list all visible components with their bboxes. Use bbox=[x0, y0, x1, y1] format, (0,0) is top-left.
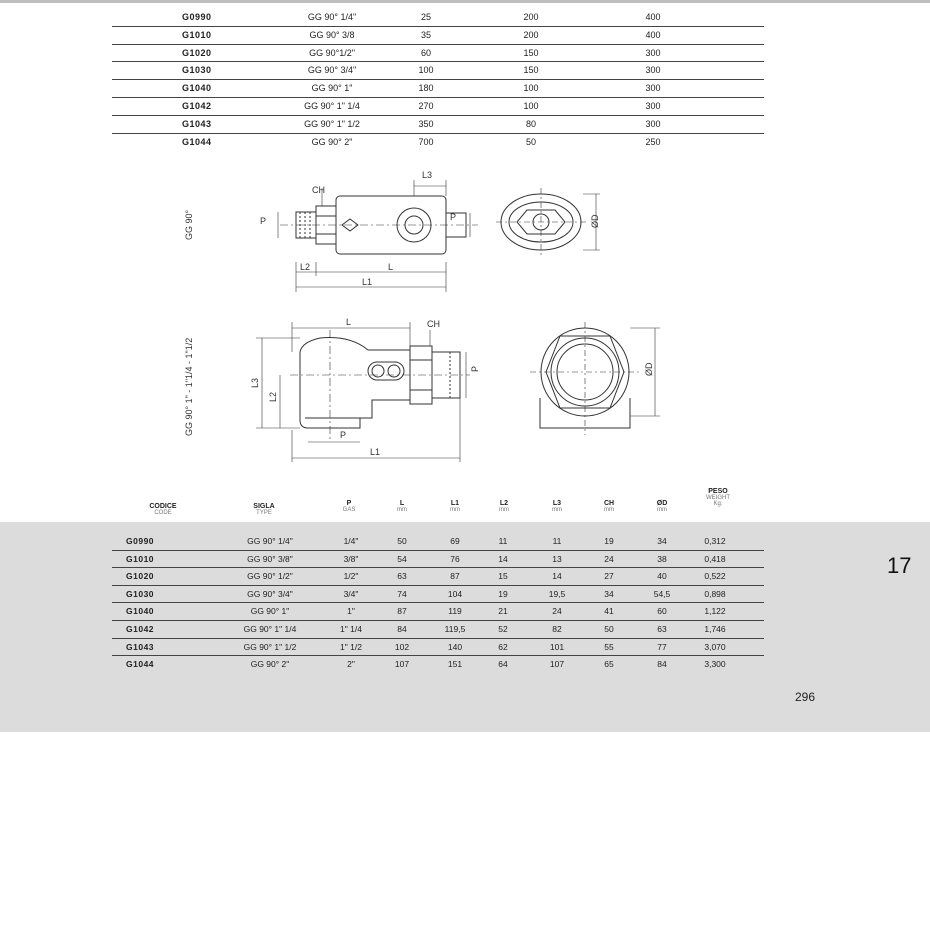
l3-cell: 101 bbox=[549, 641, 565, 652]
dim-p: P bbox=[340, 430, 347, 440]
code-cell: G1020 bbox=[126, 571, 155, 582]
ch-cell: 19 bbox=[604, 536, 614, 546]
dim-od: ØD bbox=[590, 214, 600, 228]
header-sigla bbox=[242, 503, 286, 516]
dim-ch: CH bbox=[427, 319, 440, 329]
weight-cell: 0,312 bbox=[704, 536, 726, 546]
l1-cell: 119 bbox=[448, 606, 462, 617]
l3-cell: 24 bbox=[552, 606, 562, 617]
l1-cell: 119,5 bbox=[444, 623, 466, 634]
l1-cell: 69 bbox=[450, 536, 460, 546]
table-row bbox=[112, 568, 764, 586]
value-cell: 700 bbox=[418, 136, 434, 147]
dim-l2: L2 bbox=[268, 391, 278, 402]
value-cell: 60 bbox=[420, 47, 431, 58]
type-cell: GG 90° 1/4" bbox=[247, 536, 293, 546]
p-cell: 2" bbox=[347, 659, 355, 670]
header-sub: Kg. bbox=[713, 501, 723, 507]
bottom-table-header bbox=[112, 487, 764, 521]
value-cell: 270 bbox=[418, 100, 434, 111]
weight-cell: 1,122 bbox=[704, 606, 726, 617]
page-number: 296 bbox=[795, 690, 816, 704]
p-cell: 1" 1/4 bbox=[340, 623, 362, 634]
l3-cell: 13 bbox=[552, 553, 562, 564]
table-row bbox=[112, 551, 764, 569]
code-cell: G1030 bbox=[126, 588, 155, 599]
p-cell: 1/4" bbox=[343, 536, 359, 546]
header-od bbox=[650, 500, 674, 513]
ch-cell: 34 bbox=[604, 588, 614, 599]
drawing2-front-view bbox=[530, 322, 660, 435]
header-label: L bbox=[399, 500, 405, 507]
ch-cell: 24 bbox=[604, 553, 614, 564]
header-label: L2 bbox=[499, 500, 509, 507]
code-cell: G0990 bbox=[126, 536, 155, 546]
value-cell: 180 bbox=[418, 83, 434, 94]
drawing2-side-view bbox=[256, 322, 470, 462]
value-cell: 150 bbox=[523, 65, 539, 76]
header-label: SIGLA bbox=[253, 503, 275, 510]
p-cell: 3/4" bbox=[343, 588, 359, 599]
l2-cell: 62 bbox=[498, 641, 508, 652]
od-cell: 34 bbox=[657, 536, 667, 546]
code-cell: G1040 bbox=[182, 83, 212, 94]
dim-l: L bbox=[346, 317, 352, 327]
table-row bbox=[112, 603, 764, 621]
table-row bbox=[112, 586, 764, 604]
value-cell: 100 bbox=[418, 65, 434, 76]
p-cell: 1/2" bbox=[343, 571, 359, 582]
ch-cell: 41 bbox=[604, 606, 614, 617]
type-cell: GG 90° 1" 1/4 bbox=[304, 100, 360, 111]
od-cell: 84 bbox=[657, 659, 667, 670]
value-cell: 300 bbox=[645, 65, 661, 76]
bottom-table bbox=[112, 533, 764, 673]
header-sub: mm bbox=[604, 507, 614, 513]
type-cell: GG 90°1/2" bbox=[309, 47, 355, 58]
l2-cell: 15 bbox=[498, 571, 508, 582]
code-cell: G1043 bbox=[126, 641, 155, 652]
l2-cell: 21 bbox=[498, 606, 508, 617]
value-cell: 350 bbox=[418, 118, 434, 129]
weight-cell: 0,898 bbox=[704, 588, 726, 599]
type-cell: GG 90° 1" 1/2 bbox=[304, 118, 360, 129]
od-cell: 40 bbox=[657, 571, 667, 582]
dim-od: ØD bbox=[644, 362, 654, 376]
dim-l1: L1 bbox=[370, 447, 381, 457]
code-cell: G1020 bbox=[182, 47, 212, 58]
drawing1-front-view bbox=[496, 188, 600, 256]
l-cell: 107 bbox=[394, 659, 410, 670]
value-cell: 400 bbox=[645, 29, 661, 40]
ch-cell: 65 bbox=[604, 659, 614, 670]
code-cell: G1044 bbox=[182, 136, 212, 147]
l-cell: 87 bbox=[397, 606, 407, 617]
header-l3 bbox=[545, 500, 569, 513]
value-cell: 200 bbox=[523, 29, 539, 40]
weight-cell: 3,300 bbox=[704, 659, 726, 670]
code-cell: G1042 bbox=[126, 623, 155, 634]
value-cell: 300 bbox=[645, 83, 661, 94]
header-sub: mm bbox=[499, 507, 509, 513]
dim-p: P bbox=[260, 216, 267, 226]
ch-cell: 50 bbox=[604, 623, 614, 634]
value-cell: 80 bbox=[525, 118, 536, 129]
l3-cell: 14 bbox=[552, 571, 562, 582]
dim-ch: CH bbox=[312, 185, 325, 195]
code-cell: G1010 bbox=[182, 29, 212, 40]
header-label: CODICE bbox=[149, 503, 177, 510]
type-cell: GG 90° 3/8" bbox=[247, 553, 293, 564]
l3-cell: 11 bbox=[552, 536, 562, 546]
type-cell: GG 90° 1/2" bbox=[247, 571, 293, 582]
header-label: ØD bbox=[656, 500, 668, 507]
table-row bbox=[112, 533, 764, 551]
header-label: P bbox=[346, 500, 352, 507]
header-sub: mm bbox=[552, 507, 562, 513]
l1-cell: 151 bbox=[447, 659, 463, 670]
header-l1 bbox=[443, 500, 467, 513]
table-row bbox=[112, 656, 764, 673]
l2-cell: 19 bbox=[498, 588, 508, 599]
value-cell: 200 bbox=[523, 12, 539, 22]
value-cell: 100 bbox=[523, 83, 539, 94]
dim-l: L bbox=[388, 262, 394, 272]
value-cell: 300 bbox=[645, 100, 661, 111]
ch-cell: 55 bbox=[604, 641, 614, 652]
type-cell: GG 90° 1" 1/4 bbox=[243, 623, 297, 634]
weight-cell: 0,418 bbox=[704, 553, 726, 564]
p-cell: 3/8" bbox=[343, 553, 359, 564]
l-cell: 84 bbox=[397, 623, 407, 634]
l1-cell: 87 bbox=[450, 571, 460, 582]
od-cell: 54,5 bbox=[653, 588, 671, 599]
p-cell: 1" 1/2 bbox=[340, 641, 362, 652]
header-sub: mm bbox=[657, 507, 667, 513]
value-cell: 400 bbox=[645, 12, 661, 22]
l2-cell: 11 bbox=[498, 536, 508, 546]
od-cell: 38 bbox=[657, 553, 667, 564]
dim-l2: L2 bbox=[300, 262, 311, 272]
code-cell: G1042 bbox=[182, 100, 212, 111]
type-cell: GG 90° 3/4" bbox=[247, 588, 293, 599]
value-cell: 300 bbox=[645, 118, 661, 129]
type-cell: GG 90° 1" 1/2 bbox=[243, 641, 297, 652]
header-label: CH bbox=[603, 500, 615, 507]
header-sub: GAS bbox=[342, 507, 356, 513]
l-cell: 63 bbox=[397, 571, 407, 582]
code-cell: G1040 bbox=[126, 606, 155, 617]
value-cell: 50 bbox=[525, 136, 536, 147]
header-codice bbox=[138, 503, 188, 516]
type-cell: GG 90° 3/8 bbox=[309, 29, 355, 40]
value-cell: 35 bbox=[420, 29, 431, 40]
header-sub: mm bbox=[397, 507, 407, 513]
l1-cell: 104 bbox=[447, 588, 463, 599]
l2-cell: 14 bbox=[498, 553, 508, 564]
drawing1-side-view bbox=[278, 180, 478, 292]
l-cell: 54 bbox=[397, 553, 407, 564]
l3-cell: 82 bbox=[552, 623, 562, 634]
header-sub: WEIGHT bbox=[706, 495, 730, 501]
header-label: L1 bbox=[450, 500, 460, 507]
type-cell: GG 90° 1" bbox=[311, 83, 353, 94]
header-label: PESO bbox=[708, 488, 728, 495]
od-cell: 77 bbox=[657, 641, 667, 652]
l3-cell: 107 bbox=[549, 659, 565, 670]
code-cell: G0990 bbox=[182, 12, 212, 22]
value-cell: 250 bbox=[645, 136, 661, 147]
weight-cell: 0,522 bbox=[704, 571, 726, 582]
type-cell: GG 90° 1/4" bbox=[307, 12, 357, 22]
l-cell: 74 bbox=[397, 588, 407, 599]
code-cell: G1044 bbox=[126, 659, 155, 670]
type-cell: GG 90° 1" bbox=[250, 606, 290, 617]
type-cell: GG 90° 2" bbox=[250, 659, 290, 670]
dim-p-side: P bbox=[470, 365, 480, 372]
l2-cell: 64 bbox=[498, 659, 508, 670]
code-cell: G1043 bbox=[182, 118, 212, 129]
weight-cell: 3,070 bbox=[704, 641, 726, 652]
dim-l1: L1 bbox=[362, 277, 373, 287]
table-row bbox=[112, 639, 764, 657]
value-cell: 300 bbox=[645, 47, 661, 58]
dim-p2: P bbox=[450, 212, 457, 222]
l-cell: 102 bbox=[394, 641, 410, 652]
p-cell: 1" bbox=[347, 606, 355, 617]
dim-l3: L3 bbox=[422, 170, 433, 180]
od-cell: 63 bbox=[657, 623, 667, 634]
drawing1-label: GG 90° bbox=[184, 209, 194, 240]
value-cell: 100 bbox=[523, 100, 539, 111]
header-sub: CODE bbox=[154, 510, 172, 516]
ch-cell: 27 bbox=[604, 571, 614, 582]
header-label: L3 bbox=[552, 500, 562, 507]
dim-l3: L3 bbox=[250, 377, 260, 388]
header-sub: mm bbox=[450, 507, 460, 513]
od-cell: 60 bbox=[657, 606, 667, 617]
type-cell: GG 90° 3/4" bbox=[307, 65, 357, 76]
value-cell: 150 bbox=[523, 47, 539, 58]
drawing2-label: GG 90° 1" - 1"1/4 - 1"1/2 bbox=[184, 337, 194, 436]
l3-cell: 19,5 bbox=[548, 588, 566, 599]
header-l2 bbox=[492, 500, 516, 513]
section-number: 17 bbox=[887, 553, 912, 578]
l1-cell: 140 bbox=[447, 641, 463, 652]
header-peso bbox=[696, 488, 740, 507]
l2-cell: 52 bbox=[498, 623, 508, 634]
header-p bbox=[334, 500, 364, 513]
code-cell: G1030 bbox=[182, 65, 212, 76]
header-sub: TYPE bbox=[256, 510, 272, 516]
table-row bbox=[112, 621, 764, 639]
header-ch bbox=[597, 500, 621, 513]
code-cell: G1010 bbox=[126, 553, 155, 564]
l-cell: 50 bbox=[397, 536, 407, 546]
weight-cell: 1,746 bbox=[704, 623, 726, 634]
type-cell: GG 90° 2" bbox=[311, 136, 353, 147]
value-cell: 25 bbox=[420, 12, 431, 22]
l1-cell: 76 bbox=[450, 553, 460, 564]
header-l bbox=[390, 500, 414, 513]
